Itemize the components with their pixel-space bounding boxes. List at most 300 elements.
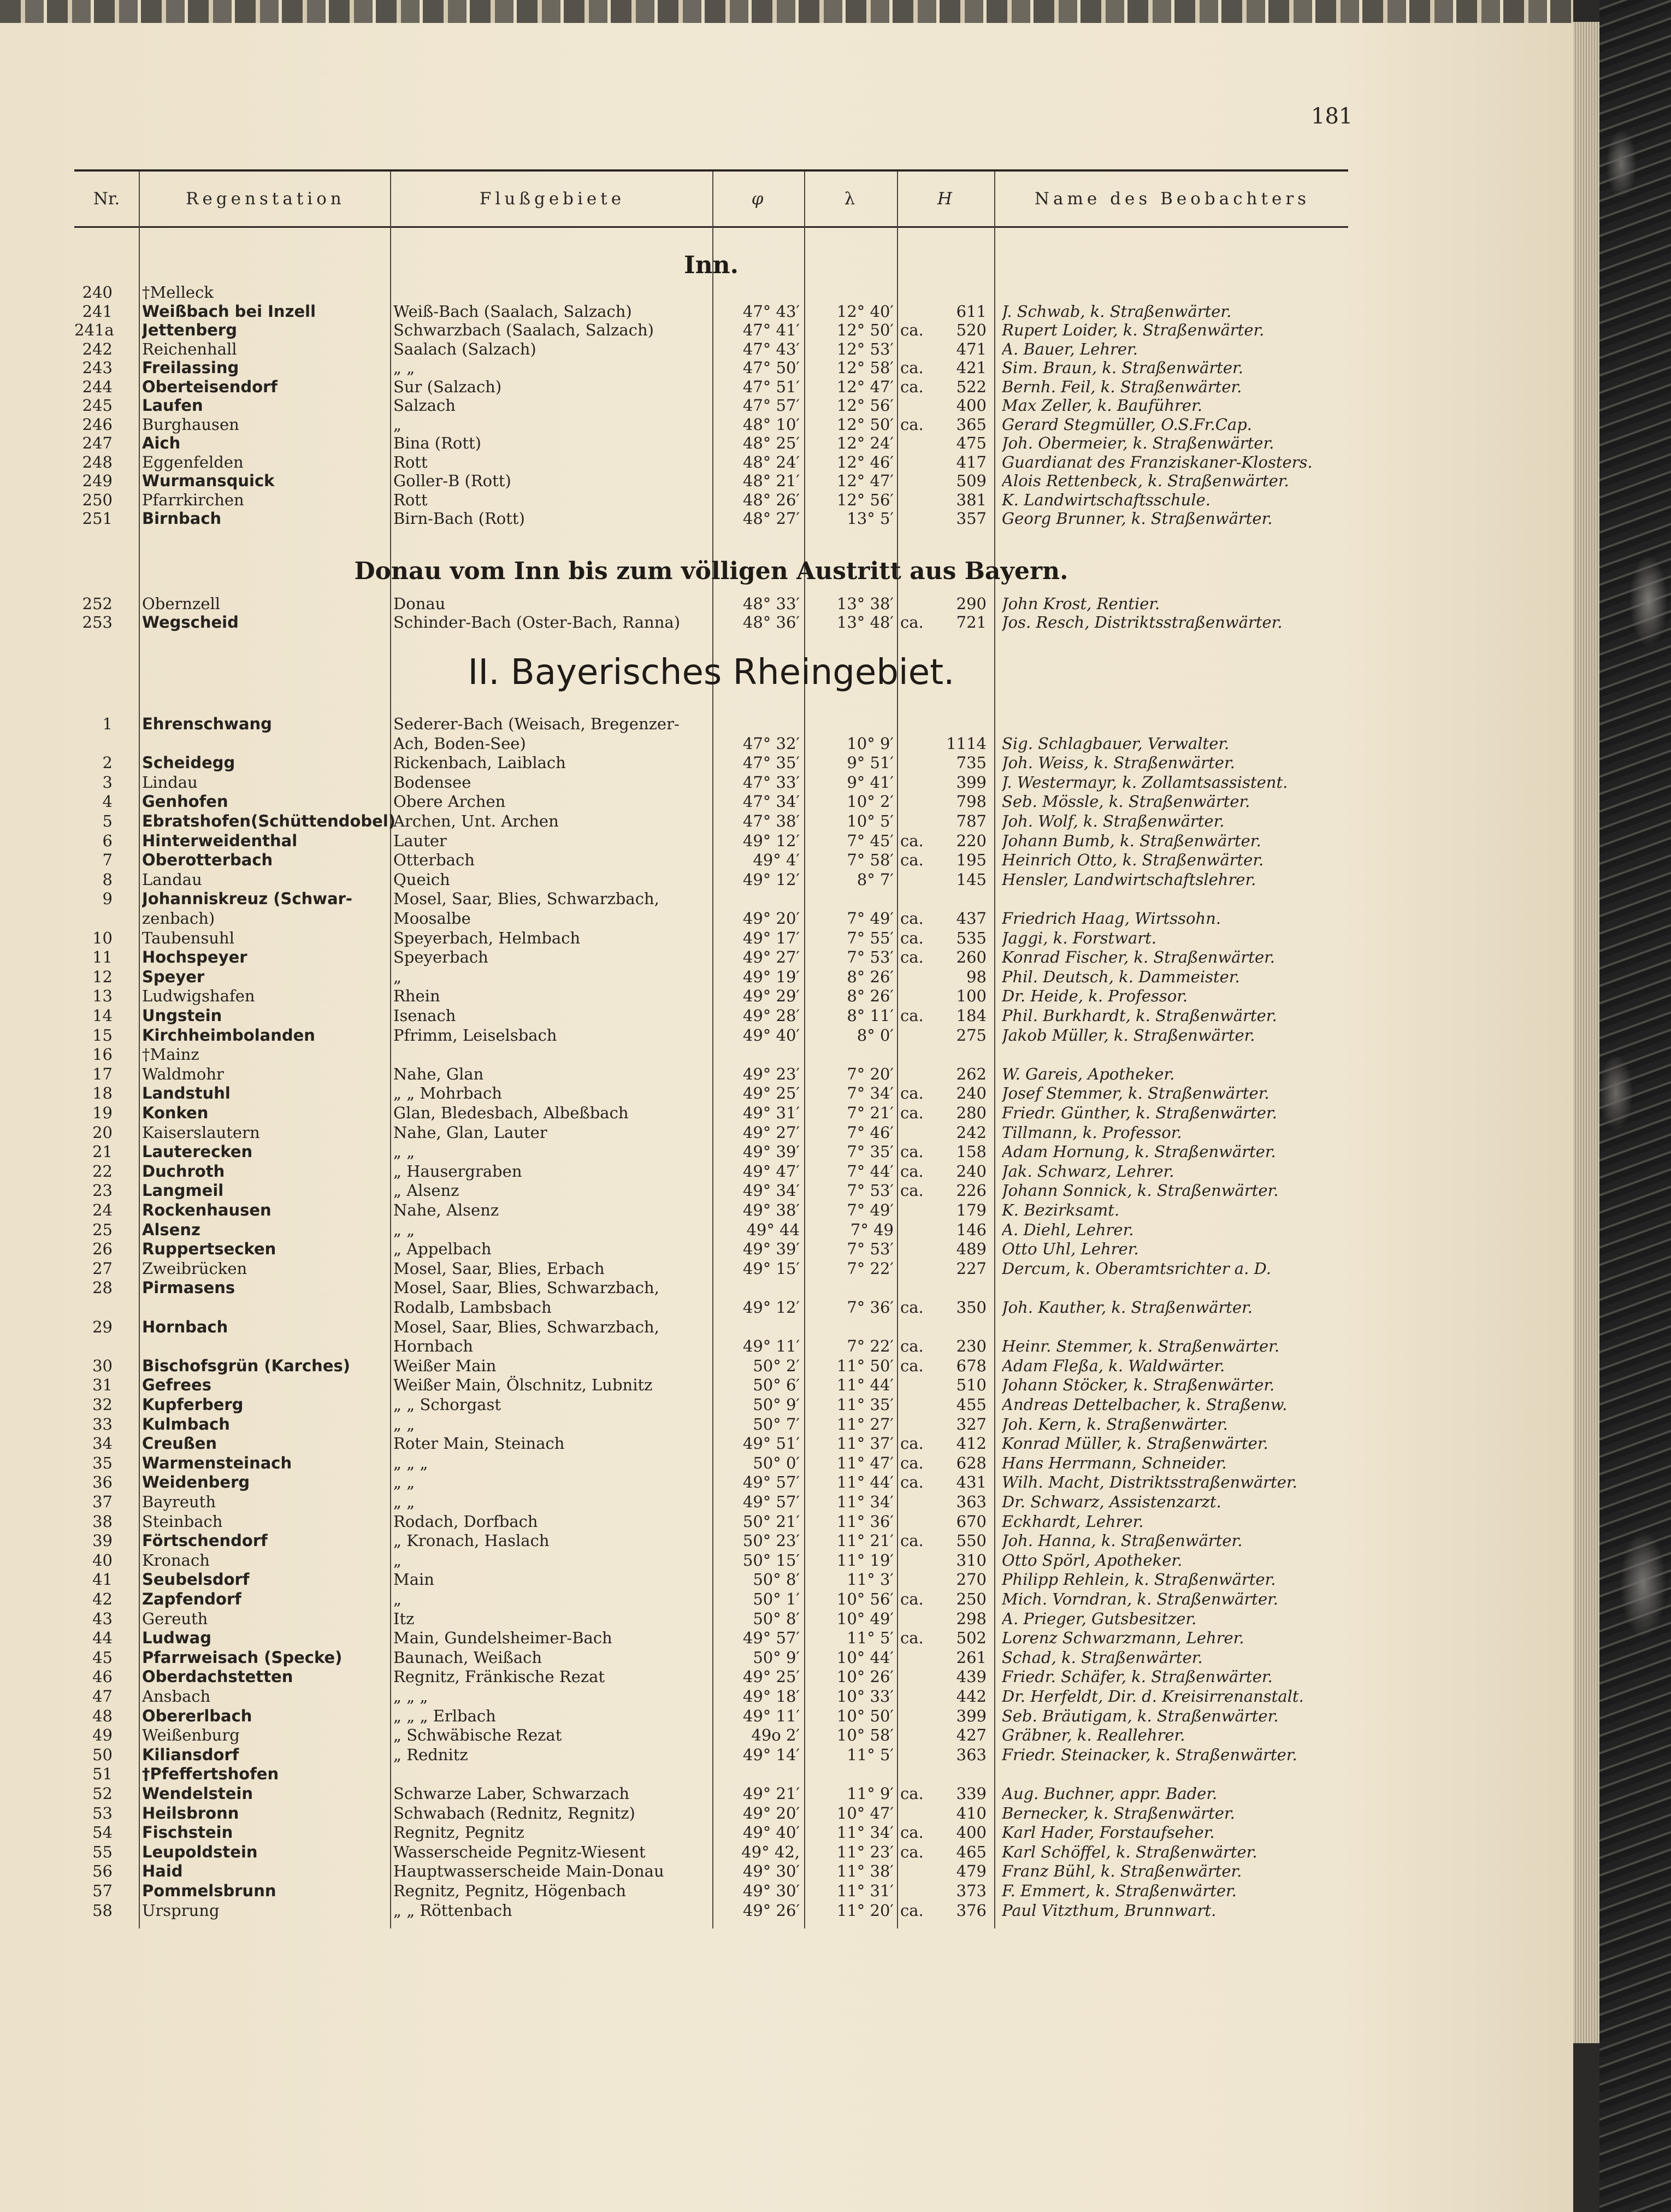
- row-observer: Phil. Deutsch, k. Dammeister.: [1002, 967, 1240, 986]
- row-latitude: 47° 38′: [742, 812, 800, 830]
- table-row: [74, 909, 1348, 928]
- row-station: Pfarrweisach (Specke): [142, 1648, 343, 1667]
- row-nr: 57: [92, 1881, 113, 1900]
- page-number: 181: [1311, 104, 1353, 129]
- row-station: Pfarrkirchen: [142, 490, 244, 509]
- row-latitude: 47° 41′: [742, 321, 800, 339]
- table-row: [74, 1006, 1348, 1025]
- row-elevation: 310: [956, 1550, 987, 1570]
- row-approx: ca.: [900, 1823, 924, 1842]
- row-elevation: 550: [956, 1531, 987, 1550]
- row-elevation: 240: [956, 1161, 987, 1181]
- row-observer: Guardianat des Franziskaner-Klosters.: [1002, 452, 1313, 471]
- row-elevation: 471: [956, 339, 987, 358]
- row-elevation: 339: [956, 1784, 987, 1803]
- row-river: Pfrimm, Leiselsbach: [393, 1025, 557, 1045]
- row-station: Oberteisendorf: [142, 377, 278, 396]
- row-approx: ca.: [900, 948, 924, 967]
- row-observer: Jaggi, k. Forstwart.: [1002, 928, 1157, 947]
- row-nr: 251: [82, 509, 113, 528]
- table-row: [74, 753, 1348, 772]
- row-observer: Joh. Kern, k. Straßenwärter.: [1002, 1414, 1228, 1434]
- row-station: †Mainz: [142, 1045, 199, 1064]
- table-row: [74, 321, 1348, 339]
- row-elevation: 412: [956, 1434, 987, 1453]
- row-elevation: 250: [956, 1590, 987, 1608]
- table-row: [74, 1104, 1348, 1122]
- row-elevation: 431: [956, 1473, 987, 1492]
- header-lambda: λ: [804, 172, 898, 226]
- row-river: Weißer Main, Ölschnitz, Lubnitz: [393, 1376, 653, 1395]
- row-latitude: 49° 14′: [742, 1745, 800, 1764]
- row-longitude: 11° 35′: [836, 1395, 894, 1414]
- row-observer: Bernecker, k. Straßenwärter.: [1002, 1803, 1235, 1822]
- row-observer: Hans Herrmann, Schneider.: [1002, 1453, 1227, 1472]
- row-observer: Johann Stöcker, k. Straßenwärter.: [1002, 1376, 1275, 1395]
- row-observer: Philipp Rehlein, k. Straßenwärter.: [1002, 1570, 1276, 1589]
- table-row: [74, 929, 1348, 947]
- row-nr: 23: [92, 1181, 113, 1200]
- row-nr: 42: [92, 1590, 113, 1608]
- row-river: Hauptwasserscheide Main-Donau: [393, 1862, 664, 1881]
- table-row: [74, 1454, 1348, 1472]
- table-row: [74, 1220, 1348, 1239]
- row-latitude: 47° 43′: [742, 339, 800, 358]
- row-elevation: 381: [956, 490, 987, 509]
- row-observer: Karl Schöffel, k. Straßenwärter.: [1002, 1842, 1257, 1861]
- row-observer: Sig. Schlagbauer, Verwalter.: [1002, 734, 1230, 753]
- row-nr: 26: [92, 1240, 113, 1259]
- table-row: [74, 1707, 1348, 1725]
- row-approx: ca.: [900, 1531, 924, 1550]
- row-observer: Friedrich Haag, Wirtssohn.: [1002, 909, 1221, 928]
- table-row: [74, 396, 1348, 415]
- row-river: „ „ „: [393, 1687, 428, 1706]
- table-row: [74, 1278, 1348, 1297]
- row-nr: 3: [102, 772, 113, 792]
- row-river: Hornbach: [393, 1337, 474, 1356]
- row-elevation: 417: [956, 452, 987, 471]
- row-latitude: 49° 15′: [742, 1259, 800, 1278]
- row-latitude: 50° 2′: [753, 1356, 800, 1375]
- row-nr: 17: [92, 1064, 113, 1083]
- row-longitude: 12° 56′: [836, 396, 894, 415]
- row-observer: Joh. Wolf, k. Straßenwärter.: [1002, 812, 1225, 830]
- row-latitude: 49° 12′: [742, 831, 800, 850]
- table-row: [74, 1123, 1348, 1142]
- row-station: Obererlbach: [142, 1706, 252, 1725]
- row-observer: Friedr. Steinacker, k. Straßenwärter.: [1002, 1745, 1297, 1764]
- table-row: [74, 1823, 1348, 1842]
- row-latitude: 49° 20′: [742, 909, 800, 928]
- row-elevation: 628: [956, 1453, 987, 1472]
- row-nr: 53: [92, 1803, 113, 1822]
- row-elevation: 350: [956, 1298, 987, 1317]
- table-row: [74, 889, 1348, 908]
- header-phi: φ: [712, 172, 805, 226]
- row-approx: ca.: [900, 1142, 924, 1161]
- row-nr: 33: [92, 1414, 113, 1434]
- row-observer: Wilh. Macht, Distriktsstraßenwärter.: [1002, 1473, 1297, 1492]
- row-observer: W. Gareis, Apotheker.: [1002, 1064, 1175, 1083]
- row-latitude: 50° 8′: [753, 1570, 800, 1589]
- row-latitude: 50° 15′: [742, 1550, 800, 1570]
- row-station: Wegscheid: [142, 613, 239, 632]
- row-elevation: 240: [956, 1084, 987, 1103]
- table-row: [74, 302, 1348, 321]
- row-nr: 31: [92, 1376, 113, 1395]
- table-row: [74, 1881, 1348, 1900]
- row-elevation: 100: [956, 987, 987, 1006]
- row-river: „ Rednitz: [393, 1745, 468, 1764]
- table-row: [74, 1026, 1348, 1045]
- row-station: Kiliansdorf: [142, 1745, 239, 1764]
- row-latitude: 48° 36′: [742, 613, 800, 632]
- row-latitude: 48° 27′: [742, 509, 800, 528]
- row-nr: 45: [92, 1648, 113, 1667]
- row-longitude: 7° 20′: [847, 1064, 894, 1083]
- row-latitude: 50° 9′: [753, 1648, 800, 1667]
- row-longitude: 8° 26′: [847, 967, 894, 986]
- row-latitude: 50° 7′: [753, 1414, 800, 1434]
- row-station: Steinbach: [142, 1512, 223, 1531]
- row-observer: Otto Spörl, Apotheker.: [1002, 1550, 1183, 1570]
- row-elevation: 522: [956, 377, 987, 396]
- row-river: Schwarzbach (Saalach, Salzach): [393, 321, 654, 339]
- row-latitude: 49° 27′: [742, 948, 800, 967]
- row-nr: 43: [92, 1609, 113, 1628]
- row-longitude: 7° 22′: [847, 1259, 894, 1278]
- page-stack-edge: [1573, 22, 1599, 2043]
- row-nr: 49: [92, 1726, 113, 1745]
- row-longitude: 8° 11′: [847, 1006, 894, 1025]
- row-longitude: 10° 26′: [836, 1667, 894, 1686]
- row-nr: 34: [92, 1434, 113, 1453]
- table-row: [74, 812, 1348, 830]
- row-nr: 241a: [74, 321, 114, 339]
- row-observer: A. Bauer, Lehrer.: [1002, 339, 1138, 358]
- row-nr: 46: [92, 1667, 113, 1686]
- row-observer: Heinr. Stemmer, k. Straßenwärter.: [1002, 1337, 1280, 1356]
- row-longitude: 7° 53′: [847, 948, 894, 967]
- row-station: Taubensuhl: [142, 928, 234, 947]
- row-latitude: 50° 0′: [753, 1453, 800, 1472]
- section-title-inn: Inn.: [684, 251, 739, 279]
- row-station: Zweibrücken: [142, 1259, 247, 1278]
- row-observer: Joh. Weiss, k. Straßenwärter.: [1002, 753, 1235, 772]
- marbled-cover: [1599, 0, 1671, 2212]
- table-row: [74, 358, 1348, 377]
- row-station: Creußen: [142, 1434, 217, 1453]
- row-station: Pommelsbrunn: [142, 1881, 276, 1900]
- table-row: [74, 1629, 1348, 1647]
- row-longitude: 11° 9′: [847, 1784, 894, 1803]
- row-station: Zapfendorf: [142, 1590, 241, 1608]
- row-river: Main, Gundelsheimer-Bach: [393, 1629, 612, 1648]
- row-elevation: 290: [956, 594, 987, 613]
- table-row: [74, 987, 1348, 1005]
- row-nr: 39: [92, 1531, 113, 1550]
- row-observer: Joh. Kauther, k. Straßenwärter.: [1002, 1298, 1253, 1317]
- row-nr: 10: [92, 928, 113, 947]
- row-elevation: 270: [956, 1570, 987, 1589]
- row-approx: ca.: [900, 1784, 924, 1803]
- row-observer: Dercum, k. Oberamtsrichter a. D.: [1002, 1259, 1271, 1278]
- row-station: Landau: [142, 870, 202, 889]
- row-elevation: 365: [956, 415, 987, 434]
- row-longitude: 10° 56′: [836, 1590, 894, 1608]
- row-station: Ehrenschwang: [142, 715, 272, 733]
- row-station: Oberotterbach: [142, 851, 273, 870]
- table-row: [74, 851, 1348, 869]
- row-nr: 242: [82, 339, 113, 358]
- row-longitude: 8° 26′: [847, 987, 894, 1006]
- row-longitude: 7° 21′: [847, 1104, 894, 1122]
- row-nr: 48: [92, 1706, 113, 1725]
- row-nr: 40: [92, 1550, 113, 1570]
- row-latitude: 49° 31′: [742, 1104, 800, 1122]
- table-row: [74, 434, 1348, 452]
- row-station: Warmensteinach: [142, 1453, 292, 1472]
- row-river: „ „: [393, 1220, 415, 1239]
- row-river: Schinder-Bach (Oster-Bach, Ranna): [393, 613, 681, 632]
- row-observer: Jakob Müller, k. Straßenwärter.: [1002, 1025, 1255, 1045]
- table-row: [74, 1901, 1348, 1920]
- row-latitude: 47° 32′: [742, 734, 800, 753]
- row-nr: 248: [82, 452, 113, 471]
- row-elevation: 400: [956, 396, 987, 415]
- table-row: [74, 1570, 1348, 1589]
- row-elevation: 158: [956, 1142, 987, 1161]
- table-row: [74, 1590, 1348, 1608]
- row-approx: ca.: [900, 1629, 924, 1648]
- row-river: Ach, Boden-See): [393, 734, 526, 753]
- table-row: [74, 453, 1348, 471]
- row-station: Gefrees: [142, 1376, 211, 1395]
- row-observer: Tillmann, k. Professor.: [1002, 1123, 1182, 1142]
- row-observer: Alois Rettenbeck, k. Straßenwärter.: [1002, 471, 1289, 490]
- table-row: [74, 594, 1348, 613]
- row-elevation: 227: [956, 1259, 987, 1278]
- row-river: Mosel, Saar, Blies, Erbach: [393, 1259, 605, 1278]
- row-river: Mosel, Saar, Blies, Schwarzbach,: [393, 889, 659, 909]
- row-nr: 244: [82, 377, 113, 396]
- row-latitude: 49° 27′: [742, 1123, 800, 1142]
- row-river: Moosalbe: [393, 909, 471, 928]
- row-latitude: 49° 44: [746, 1220, 800, 1239]
- row-elevation: 611: [956, 302, 987, 321]
- row-longitude: 11° 47′: [836, 1453, 894, 1472]
- row-elevation: 298: [956, 1609, 987, 1628]
- row-elevation: 376: [956, 1901, 987, 1920]
- row-station: Kirchheimbolanden: [142, 1025, 315, 1045]
- row-river: Main: [393, 1570, 434, 1589]
- row-longitude: 10° 50′: [836, 1706, 894, 1725]
- row-latitude: 48° 24′: [742, 452, 800, 471]
- row-river: Queich: [393, 870, 450, 889]
- row-nr: 15: [92, 1025, 113, 1045]
- row-nr: 247: [82, 434, 113, 452]
- table-row: [74, 734, 1348, 753]
- row-nr: 11: [92, 948, 113, 967]
- row-longitude: 11° 21′: [836, 1531, 894, 1550]
- row-nr: 250: [82, 490, 113, 509]
- row-river: „ Hausergraben: [393, 1161, 522, 1181]
- row-river: Salzach: [393, 396, 456, 415]
- row-longitude: 7° 36′: [847, 1298, 894, 1317]
- row-river: „: [393, 1590, 402, 1608]
- row-nr: 41: [92, 1570, 113, 1589]
- row-longitude: 12° 50′: [836, 415, 894, 434]
- table-row: [74, 1240, 1348, 1258]
- row-station: Pirmasens: [142, 1278, 235, 1297]
- row-station: Ebratshofen(Schüttendobel): [142, 812, 396, 830]
- row-river: „ „: [393, 358, 415, 377]
- row-river: Rodach, Dorfbach: [393, 1512, 538, 1531]
- table-row: [74, 1181, 1348, 1200]
- row-river: Schwarze Laber, Schwarzach: [393, 1784, 630, 1803]
- table-row: [74, 1142, 1348, 1161]
- row-river: „ Appelbach: [393, 1240, 492, 1259]
- row-nr: 8: [102, 870, 113, 889]
- table-row: [74, 491, 1348, 509]
- row-observer: Seb. Mössle, k. Straßenwärter.: [1002, 792, 1250, 811]
- row-observer: J. Schwab, k. Straßenwärter.: [1002, 302, 1232, 321]
- row-observer: Konrad Fischer, k. Straßenwärter.: [1002, 948, 1276, 967]
- row-latitude: 47° 50′: [742, 358, 800, 377]
- row-river: Baunach, Weißach: [393, 1648, 542, 1667]
- row-river: Roter Main, Steinach: [393, 1434, 565, 1453]
- row-latitude: 49° 21′: [742, 1784, 800, 1803]
- row-station: Aich: [142, 434, 181, 452]
- row-river: Isenach: [393, 1006, 456, 1025]
- table-row: [74, 870, 1348, 889]
- row-latitude: 48° 25′: [742, 434, 800, 452]
- row-station: Kulmbach: [142, 1414, 230, 1434]
- row-elevation: 230: [956, 1337, 987, 1356]
- row-longitude: 7° 34′: [847, 1084, 894, 1103]
- row-station: Hochspeyer: [142, 948, 247, 967]
- row-observer: Jos. Resch, Distriktsstraßenwärter.: [1002, 613, 1283, 632]
- row-station: Oberdachstetten: [142, 1667, 293, 1686]
- row-station: Ludwag: [142, 1629, 212, 1648]
- row-river: Speyerbach: [393, 948, 488, 967]
- row-approx: ca.: [900, 851, 924, 870]
- table-row: [74, 509, 1348, 528]
- row-observer: Georg Brunner, k. Straßenwärter.: [1002, 509, 1273, 528]
- row-observer: Gräbner, k. Reallehrer.: [1002, 1726, 1185, 1745]
- row-nr: 246: [82, 415, 113, 434]
- table-row: [74, 415, 1348, 434]
- row-longitude: 11° 44′: [836, 1376, 894, 1395]
- table-row: [74, 1862, 1348, 1880]
- row-latitude: 50° 9′: [753, 1395, 800, 1414]
- row-elevation: 98: [966, 967, 987, 986]
- section-title-donau: Donau vom Inn bis zum völligen Austritt aus Bayern.: [354, 557, 1068, 585]
- table-row: [74, 1765, 1348, 1783]
- row-nr: 19: [92, 1104, 113, 1122]
- table-row: [74, 377, 1348, 396]
- row-nr: 44: [92, 1629, 113, 1648]
- table-row: [74, 1687, 1348, 1706]
- table-header: [74, 169, 1348, 228]
- row-observer: A. Prieger, Gutsbesitzer.: [1002, 1609, 1197, 1628]
- row-latitude: 49° 25′: [742, 1667, 800, 1686]
- row-river: Regnitz, Pegnitz: [393, 1823, 524, 1842]
- table-row: [74, 948, 1348, 966]
- row-approx: ca.: [900, 1473, 924, 1492]
- row-elevation: 455: [956, 1395, 987, 1414]
- row-observer: Aug. Buchner, appr. Bader.: [1002, 1784, 1218, 1803]
- row-station: Langmeil: [142, 1181, 224, 1200]
- row-approx: ca.: [900, 1356, 924, 1375]
- row-station: Weißenburg: [142, 1726, 240, 1745]
- row-observer: Mich. Vorndran, k. Straßenwärter.: [1002, 1590, 1279, 1608]
- row-station: Ungstein: [142, 1006, 222, 1025]
- row-station: Alsenz: [142, 1220, 200, 1239]
- row-river: Regnitz, Fränkische Rezat: [393, 1667, 605, 1686]
- row-elevation: 184: [956, 1006, 987, 1025]
- row-latitude: 47° 35′: [742, 753, 800, 772]
- row-nr: 5: [102, 812, 113, 830]
- row-nr: 29: [92, 1317, 113, 1336]
- row-longitude: 12° 56′: [836, 490, 894, 509]
- row-nr: 28: [92, 1278, 113, 1297]
- table-row: [74, 1784, 1348, 1803]
- row-elevation: 399: [956, 772, 987, 792]
- row-station: zenbach): [142, 909, 215, 928]
- row-observer: Adam Hornung, k. Straßenwärter.: [1002, 1142, 1276, 1161]
- row-river: Nahe, Glan: [393, 1064, 484, 1083]
- row-nr: 245: [82, 396, 113, 415]
- row-station: Förtschendorf: [142, 1531, 268, 1550]
- table-row: [74, 1804, 1348, 1822]
- row-nr: 50: [92, 1745, 113, 1764]
- row-longitude: 7° 49′: [847, 1201, 894, 1219]
- row-observer: A. Diehl, Lehrer.: [1002, 1220, 1134, 1239]
- row-longitude: 7° 35′: [847, 1142, 894, 1161]
- row-nr: 20: [92, 1123, 113, 1142]
- row-elevation: 670: [956, 1512, 987, 1531]
- table-row: [74, 1667, 1348, 1686]
- row-latitude: 47° 43′: [742, 302, 800, 321]
- row-elevation: 437: [956, 909, 987, 928]
- row-station: Duchroth: [142, 1161, 225, 1181]
- table-row: [74, 1493, 1348, 1511]
- row-observer: Friedr. Günther, k. Straßenwärter.: [1002, 1104, 1277, 1122]
- row-river: Birn-Bach (Rott): [393, 509, 525, 528]
- row-nr: 47: [92, 1687, 113, 1706]
- row-longitude: 7° 58′: [847, 851, 894, 870]
- row-elevation: 373: [956, 1881, 987, 1900]
- row-station: Obernzell: [142, 594, 221, 613]
- table-row: [74, 1512, 1348, 1531]
- row-latitude: 49o 2′: [751, 1726, 800, 1745]
- row-station: Speyer: [142, 967, 205, 986]
- row-elevation: 146: [956, 1220, 987, 1239]
- row-river: Rickenbach, Laiblach: [393, 753, 566, 772]
- row-station: Eggenfelden: [142, 452, 244, 471]
- row-river: Weiß-Bach (Saalach, Salzach): [393, 302, 632, 321]
- row-longitude: 12° 50′: [836, 321, 894, 339]
- row-river: „: [393, 967, 402, 986]
- row-river: „ Kronach, Haslach: [393, 1531, 550, 1550]
- table-row: [74, 831, 1348, 850]
- row-latitude: 49° 40′: [742, 1823, 800, 1842]
- row-approx: ca.: [900, 909, 924, 928]
- row-approx: ca.: [900, 1901, 924, 1920]
- row-latitude: 49° 23′: [742, 1064, 800, 1083]
